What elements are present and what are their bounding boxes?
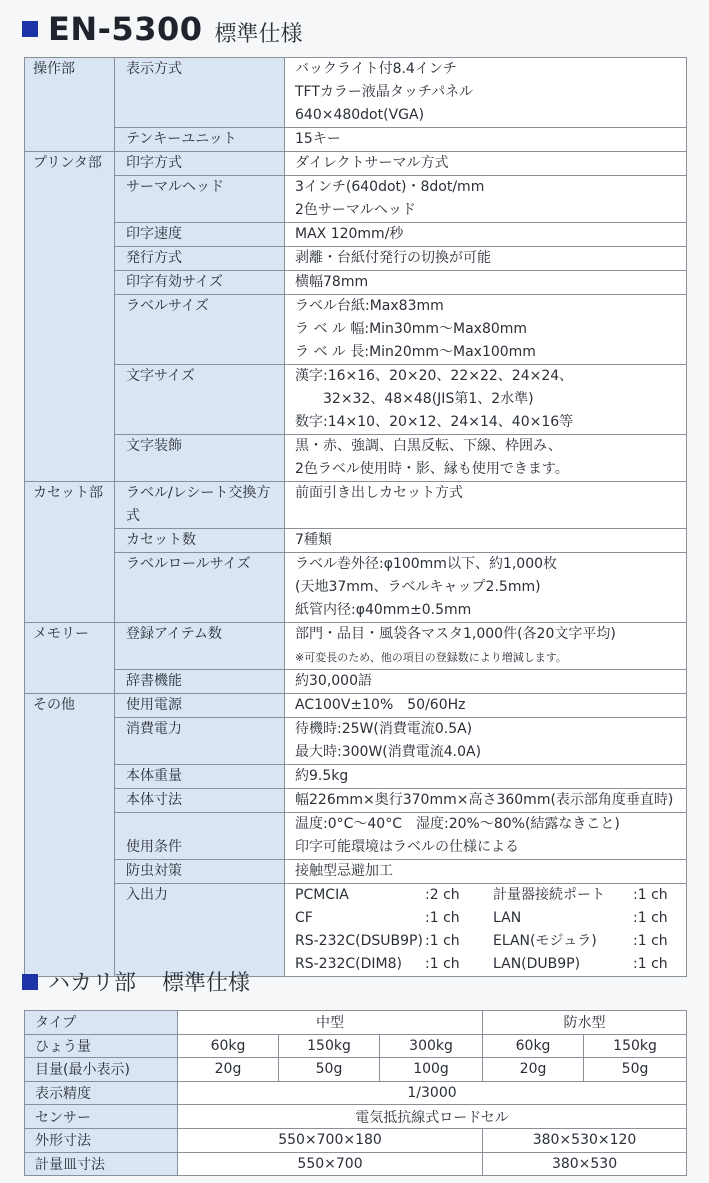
spec-item-label: 文字サイズ [115,365,285,435]
square-bullet-icon [22,21,38,37]
scale-row-capacity [25,1034,687,1058]
value-line: 前面引き出しカセット方式 [295,485,463,501]
io-cell: :1 ch [633,910,668,926]
spec-row [25,128,687,152]
spec-item-label: ラベルロールサイズ [115,553,285,623]
row-label: 計量皿寸法 [25,1152,178,1176]
value-line: バックライト付8.4インチ [295,61,457,77]
spec-group-label: 操作部 [25,58,115,152]
spec-item-value [285,482,687,529]
spec-item-value [285,365,687,435]
io-cell: LAN(DUB9P) [493,956,581,972]
row-label: 外形寸法 [25,1128,178,1152]
spec-item-label: 文字装飾 [115,435,285,482]
spec-item-label: 消費電力 [115,718,285,765]
spec-item-label: テンキーユニット [115,128,285,152]
value-line: 2色サーマルヘッド [295,202,416,218]
capacity-cell: 60kg [483,1034,584,1058]
spec-item-label: 印字速度 [115,223,285,247]
row-label: ひょう量 [25,1034,178,1058]
scale-row-precision [25,1081,687,1105]
capacity-cell: 300kg [380,1034,483,1058]
type-mid: 中型 [178,1011,483,1035]
spec-item-value [285,765,687,789]
spec-row [25,813,687,860]
scale-row-outer [25,1128,687,1152]
scale-row-division [25,1058,687,1082]
spec-group-label: その他 [25,694,115,977]
value-line: 15キー [295,131,341,147]
value-line: 部門・品目・風袋各マスタ1,000件(各20文字平均) [295,626,616,642]
scale-spec-title: 標準仕様 [162,971,251,996]
spec-item-label: 印字方式 [115,152,285,176]
spec-item-label: 使用条件 [115,813,285,860]
value-line: 横幅78mm [295,274,369,290]
spec-row [25,718,687,765]
spec-item-label: 発行方式 [115,247,285,271]
value-line: 約30,000語 [295,673,372,689]
spec-header [22,10,303,48]
division-cell: 20g [178,1058,279,1082]
spec-item-value [285,789,687,813]
spec-row [25,884,687,977]
spec-row [25,176,687,223]
io-cell: PCMCIA [295,887,349,903]
spec-row [25,365,687,435]
value-line: 紙管内径:φ40mm±0.5mm [295,602,472,618]
spec-row [25,295,687,365]
value-line: 剥離・台紙付発行の切換が可能 [295,250,491,266]
io-grid [295,884,686,976]
value-line: 数字:14×10、20×12、24×14、40×16等 [295,414,574,430]
value-line: 温度:0°C〜40°C 湿度:20%〜80%(結露なきこと) [295,816,620,832]
spec-item-value [285,128,687,152]
value-line: 約9.5kg [295,768,349,784]
io-cell: RS-232C(DSUB9P) [295,933,423,949]
spec-item-label: 表示方式 [115,58,285,128]
spec-item-value [285,623,687,670]
division-cell: 20g [483,1058,584,1082]
scale-row-type [25,1011,687,1035]
io-cell: ELAN(モジュラ) [493,933,597,949]
spec-item-label: 使用電源 [115,694,285,718]
spec-item-value [285,529,687,553]
square-bullet-icon [22,974,38,990]
value-line: 最大時:300W(消費電流4.0A) [295,744,482,760]
value-line: 黒・赤、強調、白黒反転、下線、枠囲み、 [295,438,562,454]
row-label: 表示精度 [25,1081,178,1105]
scale-row-sensor [25,1105,687,1129]
value-line: 3インチ(640dot)・8dot/mm [295,179,485,195]
outer-mid: 550×700×180 [178,1128,483,1152]
spec-row [25,670,687,694]
spec-item-label: ラベル/レシート交換方式 [115,482,285,529]
value-line: ラ ベ ル 長:Min20mm〜Max100mm [295,344,536,360]
spec-row [25,860,687,884]
spec-row [25,694,687,718]
io-cell: CF [295,910,313,926]
sensor-value: 電気抵抗線式ロードセル [178,1105,687,1129]
spec-item-value [285,271,687,295]
spec-item-value [285,670,687,694]
pan-water: 380×530 [483,1152,687,1176]
spec-item-value [285,176,687,223]
spec-group-label: カセット部 [25,482,115,623]
value-line: 待機時:25W(消費電流0.5A) [295,721,473,737]
spec-item-value [285,694,687,718]
spec-row [25,247,687,271]
type-water: 防水型 [483,1011,687,1035]
spec-item-value [285,223,687,247]
spec-item-label: 防虫対策 [115,860,285,884]
scale-table [24,1010,687,1176]
spec-group-label: メモリー [25,623,115,694]
spec-row [25,529,687,553]
value-line: MAX 120mm/秒 [295,226,404,242]
scale-part-title: ハカリ部 [48,971,137,996]
scale-header [22,966,250,997]
value-note: ※可変長のため、他の項目の登録数により増減します。 [295,651,567,664]
spec-row [25,435,687,482]
division-cell: 50g [584,1058,687,1082]
value-line: ダイレクトサーマル方式 [295,155,449,171]
division-cell: 50g [279,1058,380,1082]
row-label: タイプ [25,1011,178,1035]
spec-item-label: 入出力 [115,884,285,977]
capacity-cell: 60kg [178,1034,279,1058]
pan-mid: 550×700 [178,1152,483,1176]
value-line: ラ ベ ル 幅:Min30mm〜Max80mm [295,321,528,337]
spec-item-label: カセット数 [115,529,285,553]
value-line: 7種類 [295,532,332,548]
spec-row [25,789,687,813]
row-label: センサー [25,1105,178,1129]
spec-row [25,58,687,128]
value-line: 漢字:16×16、20×20、22×22、24×24、 [295,368,574,384]
io-cell: RS-232C(DIM8) [295,956,402,972]
value-line: 接触型忌避加工 [295,863,393,879]
spec-item-label: 印字有効サイズ [115,271,285,295]
value-line: 印字可能環境はラベルの仕様による [295,839,519,855]
model-name: EN-5300 [48,10,203,48]
spec-row [25,482,687,529]
value-line: ラベル巻外径:φ100mm以下、約1,000枚 [295,556,558,572]
spec-item-value [285,58,687,128]
value-line: (天地37mm、ラベルキャップ2.5mm) [295,579,541,595]
outer-water: 380×530×120 [483,1128,687,1152]
spec-item-value [285,247,687,271]
spec-row [25,223,687,247]
spec-item-value [285,884,687,977]
scale-row-pan [25,1152,687,1176]
value-line: ラベル台紙:Max83mm [295,298,444,314]
value-line: 幅226mm×奥行370mm×高さ360mm(表示部角度垂直時) [295,792,674,808]
value-line: AC100V±10% 50/60Hz [295,697,466,713]
precision-value: 1/3000 [178,1081,687,1105]
division-cell: 100g [380,1058,483,1082]
spec-item-label: 本体重量 [115,765,285,789]
spec-group-label: プリンタ部 [25,152,115,482]
spec-item-value [285,152,687,176]
spec-item-label: 登録アイテム数 [115,623,285,670]
spec-item-label: 辞書機能 [115,670,285,694]
spec-row [25,271,687,295]
row-label: 目量(最小表示) [25,1058,178,1082]
spec-item-label: サーマルヘッド [115,176,285,223]
spec-item-value [285,553,687,623]
spec-item-label: 本体寸法 [115,789,285,813]
io-cell: :1 ch [425,910,460,926]
spec-item-value [285,813,687,860]
io-cell: :1 ch [633,956,668,972]
spec-row [25,765,687,789]
spec-item-label: ラベルサイズ [115,295,285,365]
io-cell: :1 ch [425,933,460,949]
io-cell: :1 ch [425,956,460,972]
io-cell: LAN [493,910,522,926]
value-line: 2色ラベル使用時・影、縁も使用できます。 [295,461,569,477]
spec-item-value [285,718,687,765]
value-line: 32×32、48×48(JIS第1、2水準) [295,391,534,407]
spec-title: 標準仕様 [214,21,303,47]
value-line: TFTカラー液晶タッチパネル [295,84,474,100]
io-cell: :2 ch [425,887,460,903]
spec-row [25,553,687,623]
value-line: 640×480dot(VGA) [295,107,425,123]
io-cell: :1 ch [633,933,668,949]
spec-row [25,623,687,670]
io-cell: 計量器接続ポート [493,887,605,903]
spec-item-value [285,295,687,365]
capacity-cell: 150kg [584,1034,687,1058]
spec-item-value [285,435,687,482]
capacity-cell: 150kg [279,1034,380,1058]
io-cell: :1 ch [633,887,668,903]
spec-row [25,152,687,176]
spec-item-value [285,860,687,884]
spec-table [24,57,687,977]
